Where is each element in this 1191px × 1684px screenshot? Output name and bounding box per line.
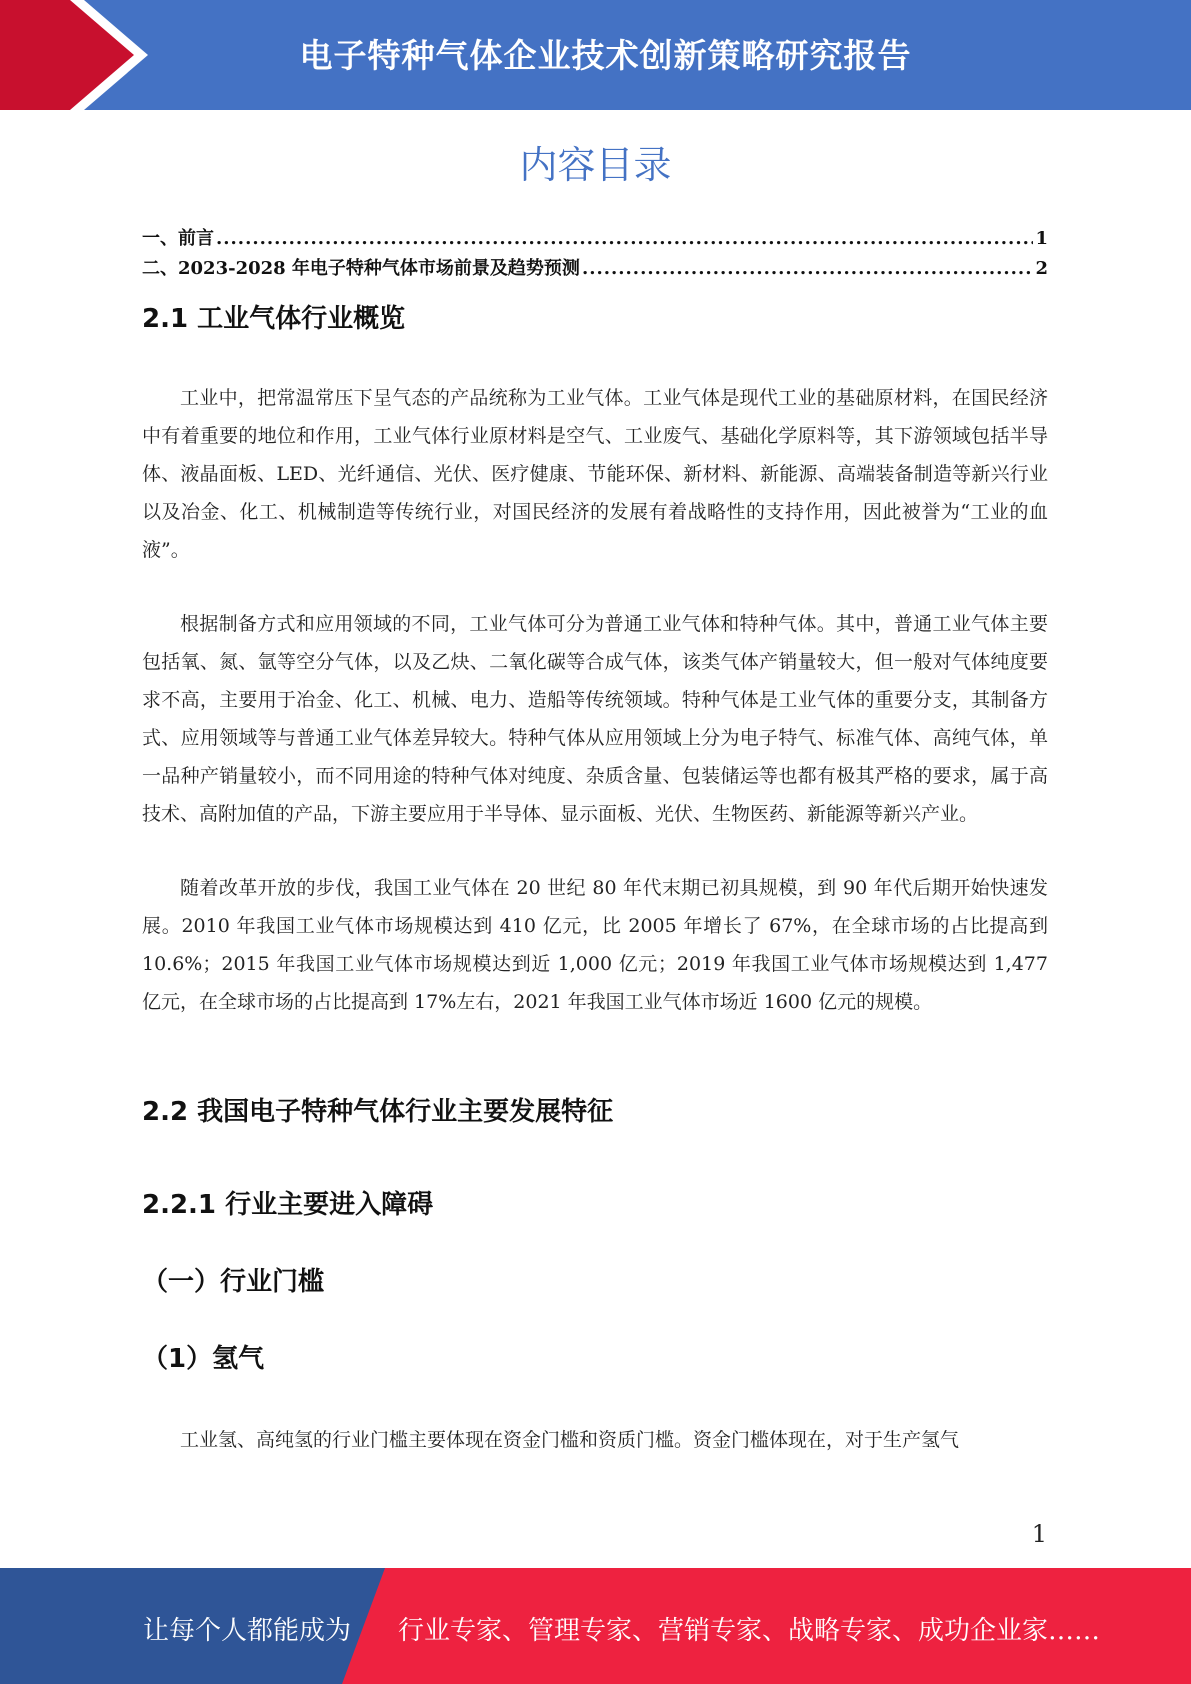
section-heading-2-1: 2.1 工业气体行业概览 [142,304,406,334]
report-body [142,298,1048,1459]
section-heading-threshold: （一）行业门槛 [142,1267,325,1297]
footer-slogan-left: 让每个人都能成为 [143,1616,352,1646]
page-number: 1 [1031,1520,1047,1548]
toc-item[interactable] [142,254,1048,284]
toc-item-label: 一、前言 [142,228,214,249]
toc-list [142,224,1048,284]
section-heading-2-2: 2.2 我国电子特种气体行业主要发展特征 [142,1097,614,1127]
paragraph: 工业氢、高纯氢的行业门槛主要体现在资金门槛和资质门槛。资金门槛体现在，对于生产氢气 [180,1429,960,1451]
toc-item-label: 二、2023-2028 年电子特种气体市场前景及趋势预测 [142,258,580,279]
paragraph: 随着改革开放的步伐，我国工业气体在 20 世纪 80 年代末期已初具规模，到 90 年代后期开始快速发展。2010 年我国工业气体市场规模达到 410 亿元，比 2005 年增长了 67%，在全球市场的占比提高到 10.6%；2015 年我国工业气体市场规模达到近 1,000 亿元；2019 年我国工业气体市场规模达到 1,477 亿元，在全球市场的占比提高到 17%左右，2021 年我国工业气体市场近 1600 亿元的规模。 [142,877,1048,1013]
toc-item[interactable] [142,224,1048,254]
footer-banner [0,1568,1191,1684]
toc-leader-dots [216,228,1033,249]
toc-title: 内容目录 [519,143,672,187]
header-banner [0,0,1191,110]
footer-slogan-right: 行业专家、管理专家、营销专家、战略专家、成功企业家…… [398,1616,1101,1646]
paragraph: 工业中，把常温常压下呈气态的产品统称为工业气体。工业气体是现代工业的基础原材料，在国民经济中有着重要的地位和作用，工业气体行业原材料是空气、工业废气、基础化学原料等，其下游领域包括半导体、液晶面板、LED、光纤通信、光伏、医疗健康、节能环保、新材料、新能源、高端装备制造等新兴行业以及冶金、化工、机械制造等传统行业，对国民经济的发展有着战略性的支持作用，因此被誉为“工业的血液”。 [142,387,1048,561]
section-heading-2-2-1: 2.2.1 行业主要进入障碍 [142,1190,434,1220]
toc-leader-dots [582,258,1034,279]
section-heading-hydrogen: （1）氢气 [142,1344,265,1374]
toc-item-page: 1 [1035,228,1048,249]
report-title: 电子特种气体企业技术创新策略研究报告 [299,36,912,75]
paragraph: 根据制备方式和应用领域的不同，工业气体可分为普通工业气体和特种气体。其中，普通工业气体主要包括氧、氮、氩等空分气体，以及乙炔、二氧化碳等合成气体，该类气体产销量较大，但一般对气体纯度要求不高，主要用于冶金、化工、机械、电力、造船等传统领域。特种气体是工业气体的重要分支，其制备方式、应用领域等与普通工业气体差异较大。特种气体从应用领域上分为电子特气、标准气体、高纯气体，单一品种产销量较小，而不同用途的特种气体对纯度、杂质含量、包装储运等也都有极其严格的要求，属于高技术、高附加值的产品，下游主要应用于半导体、显示面板、光伏、生物医药、新能源等新兴产业。 [142,613,1048,825]
toc-item-page: 2 [1035,258,1048,279]
